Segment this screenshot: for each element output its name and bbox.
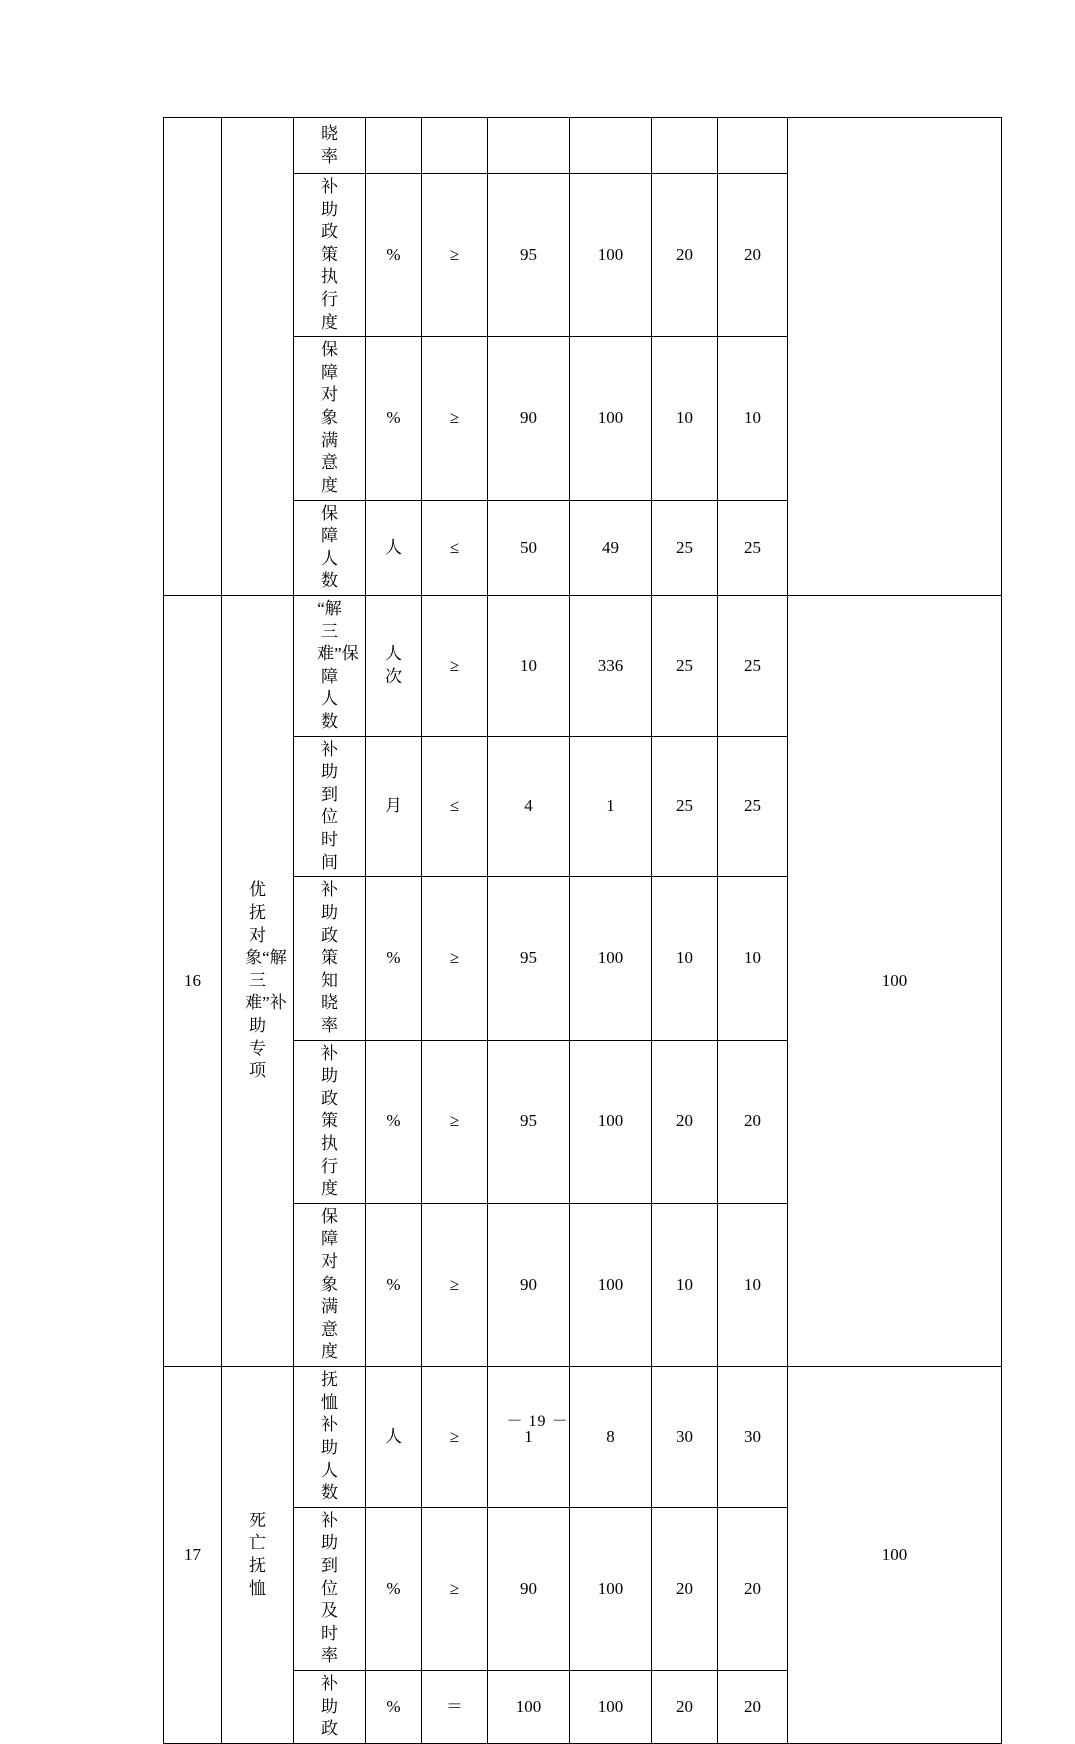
target-value-cell: 90 [488,337,570,500]
score-cell: 10 [718,337,788,500]
row-id-cell: 16 [164,595,222,1366]
score-cell: 25 [718,736,788,877]
indicator-cell: 补助政 [294,1671,366,1744]
actual-value-cell: 1 [570,736,652,877]
target-value-cell: 50 [488,500,570,595]
score-cell: 10 [718,877,788,1040]
operator-cell: ≥ [422,1040,488,1203]
unit-cell: % [366,337,422,500]
indicator-cell: 补助政策执行度 [294,174,366,337]
score-cell: 20 [718,174,788,337]
target-value-cell: 1 [488,1367,570,1508]
score-cell: 20 [718,1040,788,1203]
target-value-cell: 100 [488,1671,570,1744]
unit-cell: 人次 [366,595,422,736]
weight-cell: 10 [652,1203,718,1366]
operator-cell: ≥ [422,174,488,337]
performance-indicator-table [163,117,1002,1744]
total-score-cell [788,118,1002,596]
unit-cell: % [366,1203,422,1366]
operator-cell: ≥ [422,1507,488,1670]
unit-cell: % [366,877,422,1040]
unit-cell: 人 [366,500,422,595]
weight-cell: 30 [652,1367,718,1508]
operator-cell: ≥ [422,1203,488,1366]
weight-cell: 25 [652,595,718,736]
table-row [164,1367,1002,1508]
score-cell: 30 [718,1367,788,1508]
unit-cell [366,118,422,174]
indicator-cell: 补助政策执行度 [294,1040,366,1203]
operator-cell: ≥ [422,337,488,500]
weight-cell: 10 [652,877,718,1040]
indicator-cell: 保障对象满意度 [294,1203,366,1366]
indicator-cell: “解三难”保障人数 [294,595,366,736]
total-score-cell: 100 [788,595,1002,1366]
operator-cell: ＝ [422,1671,488,1744]
indicator-cell: 补助到位时间 [294,736,366,877]
actual-value-cell: 100 [570,877,652,1040]
score-cell: 25 [718,595,788,736]
target-value-cell: 95 [488,1040,570,1203]
operator-cell [422,118,488,174]
table-row [164,118,1002,174]
unit-cell: % [366,1507,422,1670]
unit-cell: % [366,1040,422,1203]
target-value-cell [488,118,570,174]
table-row [164,595,1002,736]
target-value-cell: 90 [488,1203,570,1366]
weight-cell: 10 [652,337,718,500]
weight-cell: 20 [652,1671,718,1744]
target-value-cell: 10 [488,595,570,736]
operator-cell: ≤ [422,736,488,877]
indicator-cell: 补助政策知晓率 [294,877,366,1040]
operator-cell: ≥ [422,595,488,736]
actual-value-cell: 100 [570,1203,652,1366]
weight-cell [652,118,718,174]
actual-value-cell: 100 [570,337,652,500]
actual-value-cell: 100 [570,174,652,337]
total-score-cell: 100 [788,1367,1002,1744]
score-cell: 20 [718,1507,788,1670]
actual-value-cell: 100 [570,1671,652,1744]
target-value-cell: 4 [488,736,570,877]
actual-value-cell: 336 [570,595,652,736]
project-name-cell: 死亡抚恤 [222,1367,294,1744]
actual-value-cell [570,118,652,174]
actual-value-cell: 100 [570,1507,652,1670]
operator-cell: ≥ [422,1367,488,1508]
score-cell: 25 [718,500,788,595]
indicator-cell: 保障人数 [294,500,366,595]
indicator-cell: 补助到位及时率 [294,1507,366,1670]
actual-value-cell: 49 [570,500,652,595]
target-value-cell: 95 [488,877,570,1040]
weight-cell: 20 [652,174,718,337]
weight-cell: 20 [652,1040,718,1203]
target-value-cell: 95 [488,174,570,337]
row-id-cell: 17 [164,1367,222,1744]
indicator-cell: 晓率 [294,118,366,174]
weight-cell: 25 [652,500,718,595]
unit-cell: 人 [366,1367,422,1508]
row-id-cell [164,118,222,596]
actual-value-cell: 8 [570,1367,652,1508]
project-name-cell [222,118,294,596]
page-number: － 19 － [506,1413,569,1430]
performance-table-container [163,117,1001,1744]
weight-cell: 20 [652,1507,718,1670]
score-cell: 20 [718,1671,788,1744]
project-name-cell: 优抚对象“解三难”补助专项 [222,595,294,1366]
score-cell [718,118,788,174]
actual-value-cell: 100 [570,1040,652,1203]
score-cell: 10 [718,1203,788,1366]
unit-cell: % [366,174,422,337]
operator-cell: ≤ [422,500,488,595]
indicator-cell: 抚恤补助人数 [294,1367,366,1508]
indicator-cell: 保障对象满意度 [294,337,366,500]
unit-cell: 月 [366,736,422,877]
weight-cell: 25 [652,736,718,877]
operator-cell: ≥ [422,877,488,1040]
unit-cell: % [366,1671,422,1744]
target-value-cell: 90 [488,1507,570,1670]
